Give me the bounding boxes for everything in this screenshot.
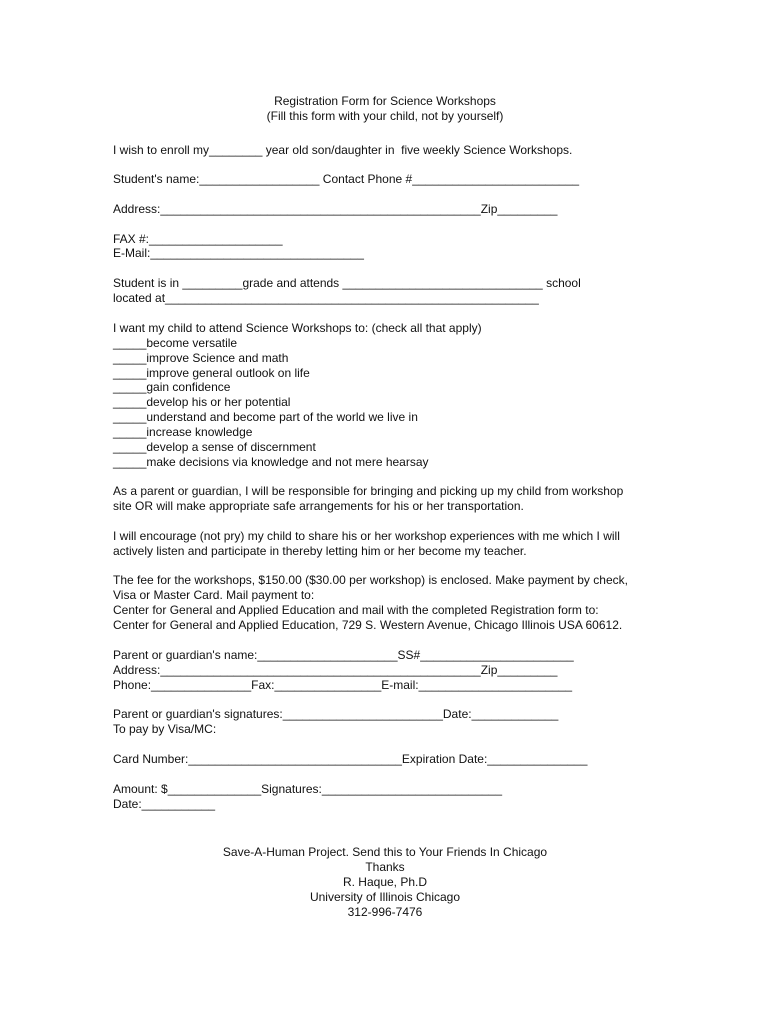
goals-intro: I want my child to attend Science Workshops to: (check all that apply) [113,321,482,335]
parent-name-line: Parent or guardian's name:_____________________SS#_______________________ [113,648,574,662]
guardian-paragraph-line: As a parent or guardian, I will be responsible for bringing and picking up my child from workshop [113,484,624,498]
form-subtitle: (Fill this form with your child, not by yourself) [266,109,504,123]
encourage-paragraph-line: actively listen and participate in thereby letting him or her become my teacher. [113,544,527,558]
goal-item: _____develop his or her potential [113,395,291,409]
enroll-line: I wish to enroll my________ year old son/daughter in five weekly Science Workshops. [113,143,573,157]
date-line: Date:___________ [113,797,216,811]
goal-item: _____develop a sense of discernment [113,440,316,454]
goal-item: _____improve Science and math [113,351,289,365]
visa-heading: To pay by Visa/MC: [113,722,217,736]
footer-line: Save-A-Human Project. Send this to Your Friends In Chicago [222,845,548,859]
footer-line: Thanks [365,860,405,874]
address-line: Address:________________________________________________Zip_________ [113,202,558,216]
goal-item: _____increase knowledge [113,425,253,439]
located-line: located at________________________________________________________ [113,291,539,305]
grade-line: Student is in _________grade and attends ______________________________ school [113,276,581,290]
amount-line: Amount: $______________Signatures:___________________________ [113,782,503,796]
goal-item: _____make decisions via knowledge and not mere hearsay [113,455,429,469]
goal-item: _____become versatile [113,336,238,350]
encourage-paragraph-line: I will encourage (not pry) my child to share his or her workshop experiences with me which I will [113,529,620,543]
footer-line: University of Illinois Chicago [309,890,461,904]
parent-signature-line: Parent or guardian's signatures:________________________Date:_____________ [113,707,559,721]
goal-item: _____understand and become part of the world we live in [113,410,418,424]
goal-item: _____improve general outlook on life [113,366,310,380]
fee-paragraph-line: Center for General and Applied Education and mail with the completed Registration form to: [113,603,599,617]
card-number-line: Card Number:________________________________Expiration Date:_______________ [113,752,588,766]
goal-item: _____gain confidence [113,380,231,394]
fee-paragraph-line: Visa or Master Card. Mail payment to: [113,588,315,602]
parent-address-line: Address:________________________________________________Zip_________ [113,663,558,677]
guardian-paragraph-line: site OR will make appropriate safe arrangements for his or her transportation. [113,499,524,513]
fax-line: FAX #:____________________ [113,232,283,246]
parent-phone-line: Phone:_______________Fax:________________E-mail:_______________________ [113,678,573,692]
form-title: Registration Form for Science Workshops [274,94,496,108]
footer-line: R. Haque, Ph.D [342,875,428,889]
fee-paragraph-line: Center for General and Applied Education, 729 S. Western Avenue, Chicago Illinois USA 60612. [113,618,623,632]
student-name-line: Student's name:__________________ Contact Phone #_________________________ [113,172,580,186]
footer-phone: 312-996-7476 [347,905,423,919]
fee-paragraph-line: The fee for the workshops, $150.00 ($30.00 per workshop) is enclosed. Make payment by check, [113,573,628,587]
email-line: E-Mail:________________________________ [113,246,364,260]
